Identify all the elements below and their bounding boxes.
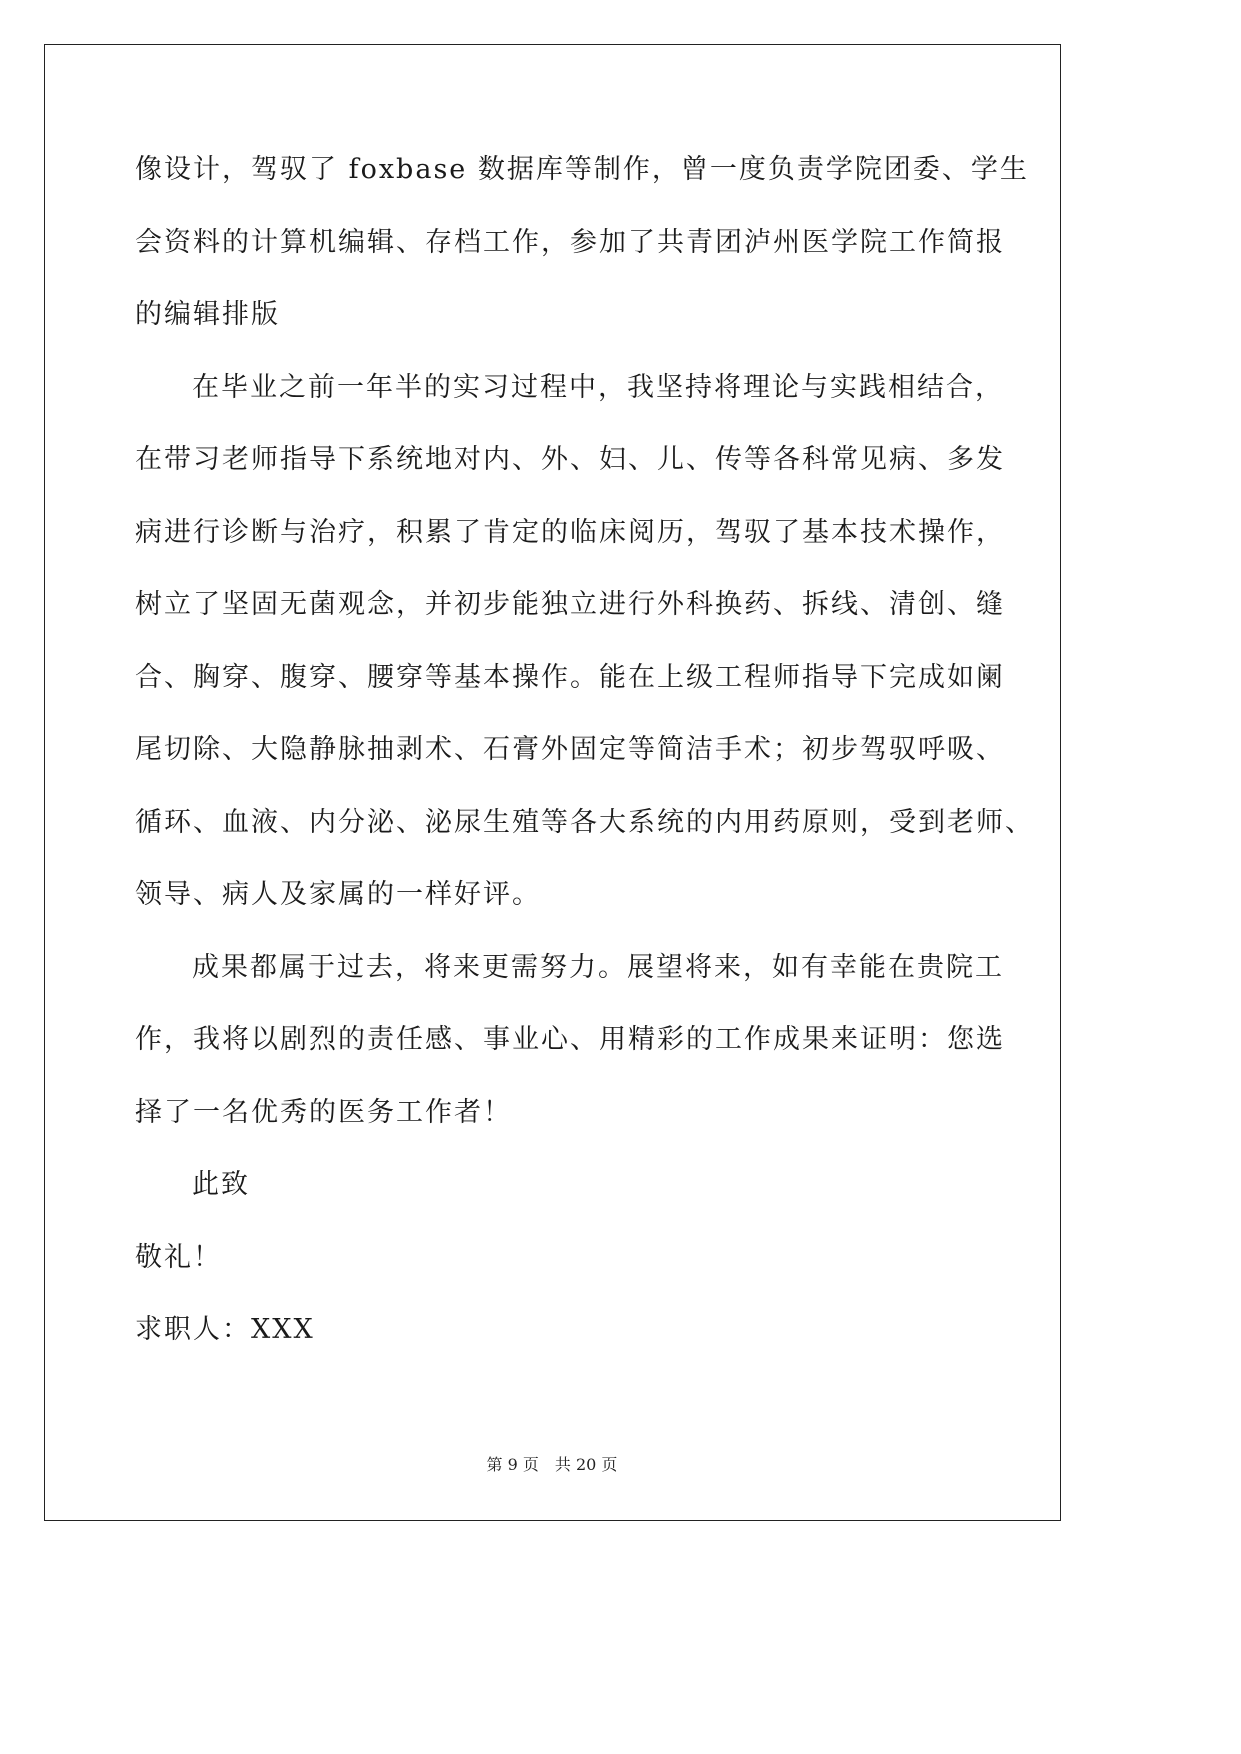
text-line: 会资料的计算机编辑、存档工作，参加了共青团泸州医学院工作简报 [135, 226, 1005, 258]
signature-line: 求职人：XXX [135, 1314, 315, 1345]
text-line: 合、胸穿、腹穿、腰穿等基本操作。能在上级工程师指导下完成如阑 [135, 661, 1005, 693]
text-line: 尾切除、大隐静脉抽剥术、石膏外固定等简洁手术；初步驾驭呼吸、 [135, 734, 1005, 765]
closing-regards: 敬礼！ [135, 1241, 222, 1273]
text-line: 的编辑排版 [135, 299, 280, 330]
text-line: 循环、血液、内分泌、泌尿生殖等各大系统的内用药原则，受到老师、 [135, 806, 1034, 838]
text-line: 树立了坚固无菌观念，并初步能独立进行外科换药、拆线、清创、缝 [135, 589, 1005, 620]
text-line: 领导、病人及家属的一样好评。 [135, 879, 541, 910]
document-body [135, 140, 1034, 1373]
page-number-footer: 第 9 页 共 20 页 [486, 1455, 618, 1474]
text-line: 作，我将以剧烈的责任感、事业心、用精彩的工作成果来证明：您选 [135, 1024, 1005, 1055]
text-line: 病进行诊断与治疗，积累了肯定的临床阅历，驾驭了基本技术操作， [135, 516, 1005, 548]
closing-salutation: 此致 [192, 1169, 250, 1200]
text-line: 择了一名优秀的医务工作者！ [135, 1096, 512, 1128]
text-line: 像设计，驾驭了 foxbase 数据库等制作，曾一度负责学院团委、学生 [135, 154, 1029, 185]
paragraph-start-line: 成果都属于过去，将来更需努力。展望将来，如有幸能在贵院工 [192, 951, 1004, 983]
paragraph-start-line: 在毕业之前一年半的实习过程中，我坚持将理论与实践相结合， [192, 371, 1004, 403]
text-line: 在带习老师指导下系统地对内、外、妇、儿、传等各科常见病、多发 [135, 444, 1005, 475]
